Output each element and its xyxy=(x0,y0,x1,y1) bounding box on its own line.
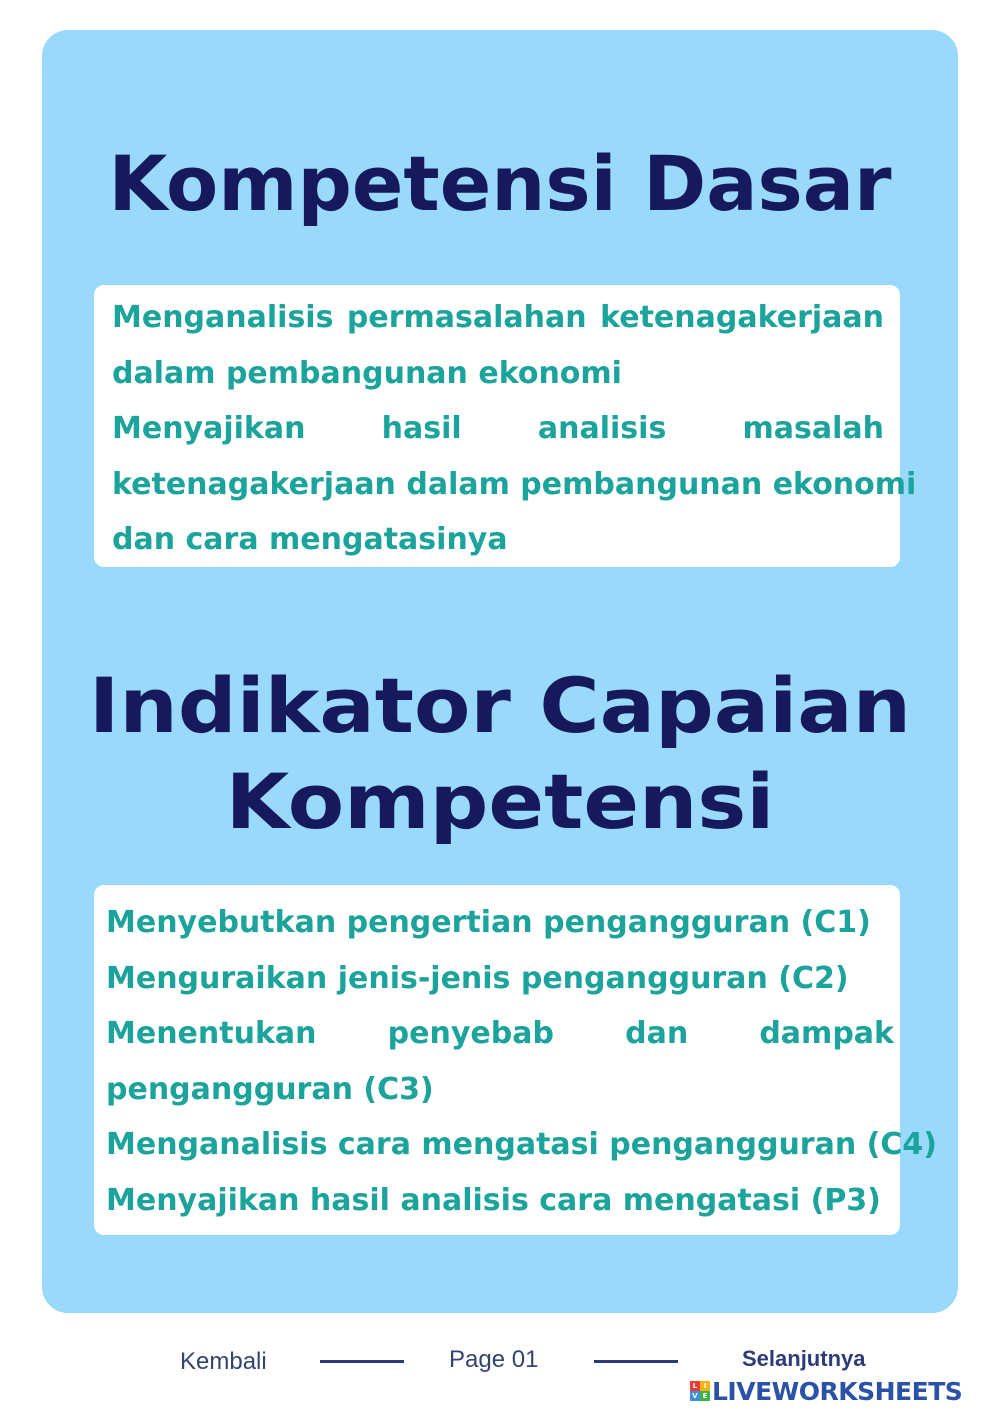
page-footer xyxy=(0,1338,1000,1414)
kd-line: ketenagakerjaan dalam pembangunan ekonomi xyxy=(112,466,917,502)
indikator-line: Menentukan penyebab dan dampak xyxy=(106,1016,894,1051)
indikator-title-line-2: Kompetensi xyxy=(225,757,775,846)
indikator-line: Menganalisis cara mengatasi pengangguran (C4) xyxy=(106,1127,937,1162)
indikator-title-line-1: Indikator Capaian xyxy=(88,661,912,750)
kd-line: dalam pembangunan ekonomi xyxy=(112,355,622,391)
indikator-title xyxy=(5,658,994,850)
indikator-line: Menyajikan hasil analisis cara mengatasi (P3) xyxy=(106,1182,881,1218)
kd-line: dan cara mengatasinya xyxy=(112,522,508,557)
kompetensi-dasar-card xyxy=(94,285,917,567)
logo-letter: I xyxy=(700,1381,710,1391)
page-number: Page 01 xyxy=(449,1346,539,1373)
kd-line: Menganalisis permasalahan ketenagakerjaan xyxy=(112,300,884,335)
indikator-text xyxy=(106,895,937,1228)
kompetensi-dasar-text xyxy=(112,290,917,568)
indikator-line: pengangguran (C3) xyxy=(106,1071,434,1107)
indikator-line: Menguraikan jenis-jenis pengangguran (C2) xyxy=(106,960,849,996)
logo-letter: L xyxy=(690,1381,700,1391)
kompetensi-dasar-title: Kompetensi Dasar xyxy=(108,139,892,228)
liveworksheets-logo-icon xyxy=(690,1381,710,1401)
divider-line xyxy=(320,1360,404,1363)
indikator-line: Menyebutkan pengertian pengangguran (C1) xyxy=(106,905,871,940)
logo-letter: V xyxy=(690,1391,700,1401)
logo-letter: E xyxy=(700,1391,710,1401)
back-link[interactable]: Kembali xyxy=(180,1348,267,1375)
next-link[interactable]: Selanjutnya xyxy=(742,1346,866,1371)
indikator-card xyxy=(94,885,937,1235)
brand-name: LIVEWORKSHEETS xyxy=(712,1376,963,1406)
liveworksheets-brand xyxy=(690,1374,962,1408)
content-panel xyxy=(42,30,958,1313)
divider-line xyxy=(594,1360,678,1363)
kd-line: Menyajikan hasil analisis masalah xyxy=(112,411,884,446)
